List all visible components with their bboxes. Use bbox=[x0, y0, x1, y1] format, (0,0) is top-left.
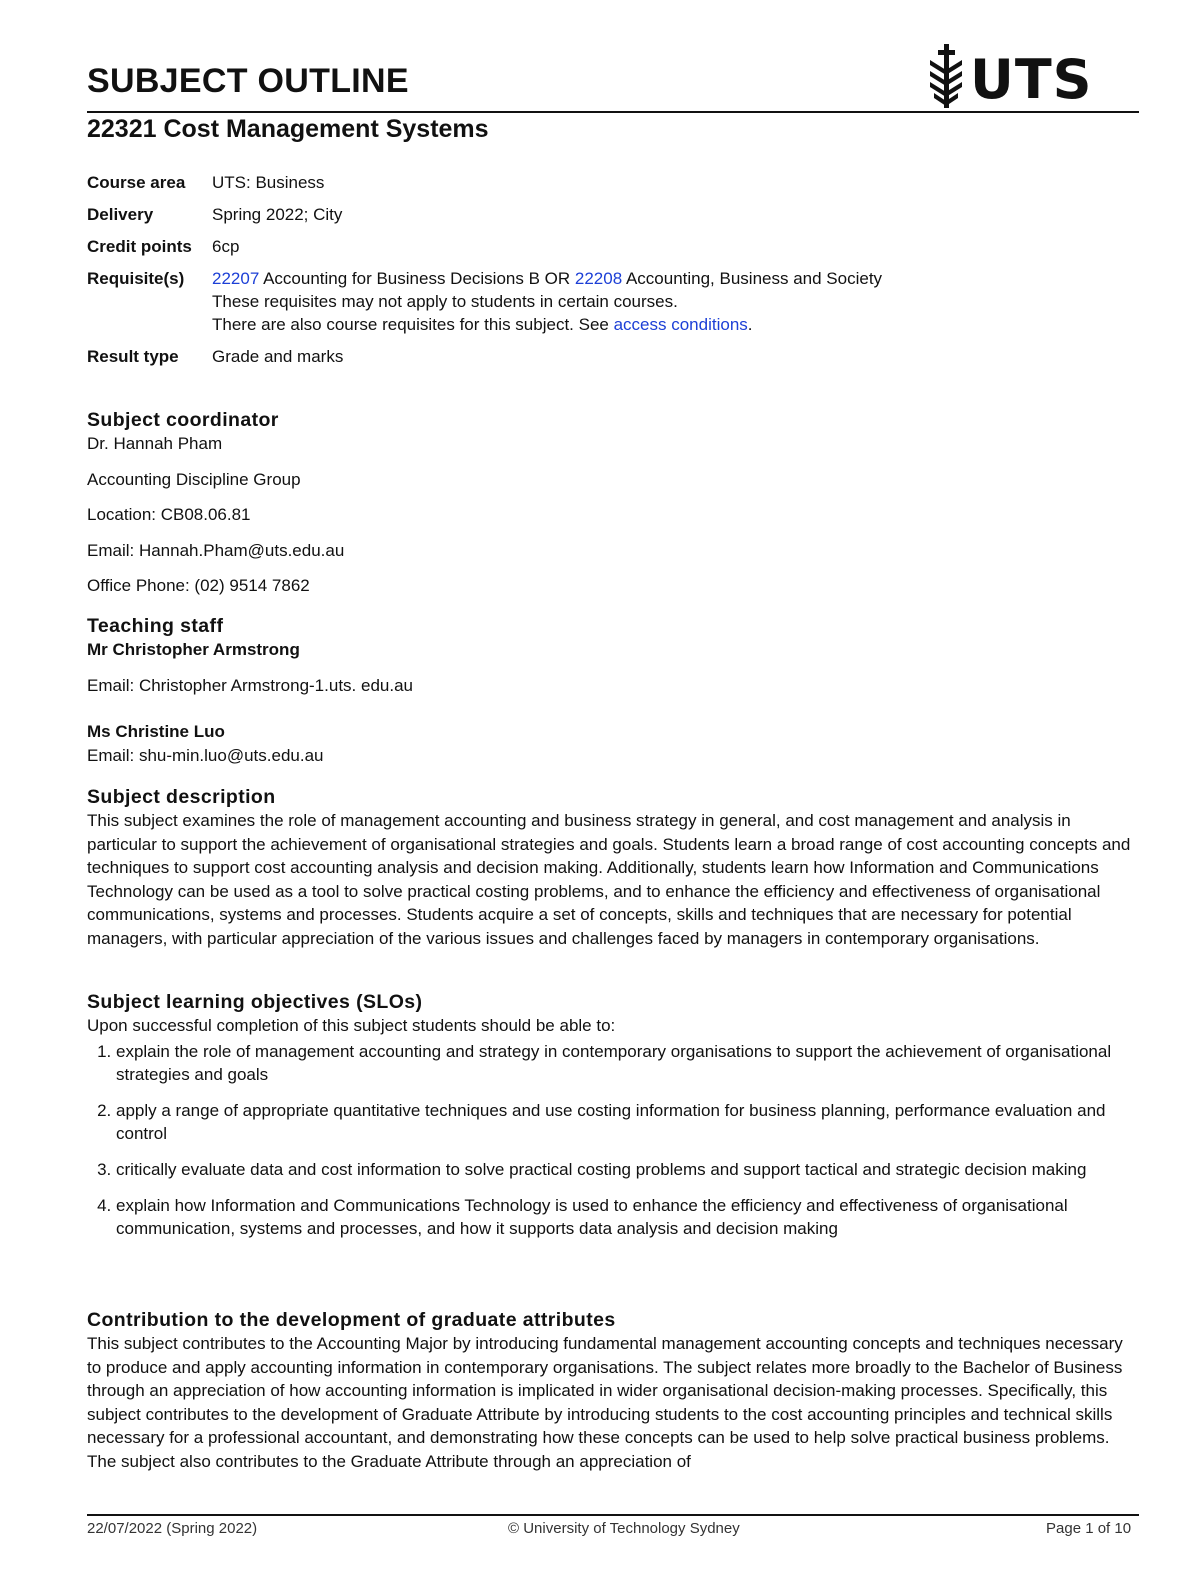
result-type-label: Result type bbox=[87, 347, 179, 366]
graduate-attributes-heading: Contribution to the development of graduate attributes bbox=[87, 1309, 616, 1331]
requisite-note-1: These requisites may not apply to students in certain courses. bbox=[212, 292, 678, 311]
requisite-note-2 bbox=[212, 313, 1137, 336]
coordinator-group: Accounting Discipline Group bbox=[87, 469, 301, 489]
slos-section bbox=[87, 990, 1132, 1253]
subject-description-heading: Subject description bbox=[87, 786, 276, 808]
delivery-label: Delivery bbox=[87, 205, 154, 224]
footer-page-number: Page 1 of 10 bbox=[1046, 1520, 1132, 1537]
footer-date: 22/07/2022 (Spring 2022) bbox=[87, 1520, 258, 1537]
coordinator-email: Email: Hannah.Pham@uts.edu.au bbox=[87, 540, 345, 560]
staff-2-name: Ms Christine Luo bbox=[87, 722, 225, 742]
slo-item: 4. explain how Information and Communications Technology is used to enhance the efficiency and effectiveness of organisational communication, systems and processes, and how it supports data analysis and decision making bbox=[116, 1194, 1132, 1241]
course-area-label: Course area bbox=[87, 173, 186, 192]
staff-1-email: Email: Christopher Armstrong-1.uts. edu.au bbox=[87, 675, 413, 695]
subject-description-section bbox=[87, 785, 1132, 951]
slo-item: 3. critically evaluate data and cost information to solve practical costing problems and support tactical and strategic decision making bbox=[116, 1158, 1132, 1182]
staff-1-name: Mr Christopher Armstrong bbox=[87, 640, 300, 659]
delivery-value: Spring 2022; City bbox=[212, 205, 343, 224]
footer-copyright: © University of Technology Sydney bbox=[508, 1520, 740, 1537]
staff-2-email: Email: shu-min.luo@uts.edu.au bbox=[87, 745, 324, 765]
requisite-note-2-end: . bbox=[747, 315, 753, 334]
info-row-result-type bbox=[87, 345, 1137, 368]
requisite-note-2-text: There are also course requisites for this subject. See bbox=[212, 315, 614, 334]
footer-rule bbox=[87, 1514, 1139, 1516]
requisite-2-text: Accounting, Business and Society bbox=[622, 269, 883, 288]
result-type-value: Grade and marks bbox=[212, 347, 344, 366]
course-area-value: UTS: Business bbox=[212, 173, 325, 192]
header-rule bbox=[87, 111, 1139, 113]
subject-coordinator-heading: Subject coordinator bbox=[87, 409, 279, 431]
requisite-1-text: Accounting for Business Decisions B OR bbox=[259, 269, 575, 288]
graduate-attributes-text: This subject contributes to the Accounting Major by introducing fundamental management accounting concepts and techniques necessary to produce and apply accounting information in contemporary organisations. The subject relates more broadly to the Bachelor of Business through an appreciation of how accounting information is implicated in wider organisational decision-making processes. Specifically, this subject contributes to the development of Graduate Attribute by introducing students to the cost accounting principles and technical skills necessary for a professional accountant, and demonstrating how these concepts can be used to help solve practical business problems. The subject also contributes to the Graduate Attribute through an appreciation of bbox=[87, 1334, 1123, 1471]
info-row-delivery bbox=[87, 203, 1137, 226]
credit-points-label: Credit points bbox=[87, 237, 192, 256]
credit-points-value: 6cp bbox=[212, 237, 240, 256]
slos-intro: Upon successful completion of this subject students should be able to: bbox=[87, 1016, 616, 1035]
requisites-value bbox=[212, 267, 1137, 336]
teaching-staff-section bbox=[87, 614, 1132, 767]
graduate-attributes-section bbox=[87, 1308, 1132, 1474]
access-conditions-link[interactable]: access conditions bbox=[613, 315, 748, 334]
info-row-course-area bbox=[87, 171, 1137, 194]
document-title: SUBJECT OUTLINE bbox=[87, 62, 409, 100]
slos-list bbox=[87, 1040, 1132, 1241]
info-row-credit-points bbox=[87, 235, 1137, 258]
subject-coordinator-section bbox=[87, 408, 1132, 610]
uts-logo bbox=[926, 44, 1093, 111]
slos-heading: Subject learning objectives (SLOs) bbox=[87, 991, 423, 1013]
requisites-label: Requisite(s) bbox=[87, 269, 185, 288]
slo-item: 1. explain the role of management accounting and strategy in contemporary organisations to support the achievement of organisational strategies and goals bbox=[116, 1040, 1132, 1087]
info-row-requisites bbox=[87, 267, 1137, 336]
uts-crest-icon bbox=[926, 44, 966, 110]
requisite-link-22207[interactable]: 22207 bbox=[212, 269, 260, 288]
slo-item: 2. apply a range of appropriate quantitative techniques and use costing information for business planning, performance evaluation and control bbox=[116, 1099, 1132, 1146]
teaching-staff-heading: Teaching staff bbox=[87, 615, 224, 637]
requisites-line bbox=[212, 267, 1137, 290]
subject-description-text: This subject examines the role of management accounting and business strategy in general, and cost management and analysis in particular to support the achievement of organisational strategies and goals. Students learn a broad range of cost accounting concepts and techniques to support cost accounting analysis and decision making. Additionally, students learn how Information and Communications Technology can be used as a tool to solve practical costing problems, and to enhance the efficiency and effectiveness of organisational communications, systems and processes. Students acquire a set of concepts, skills and techniques that are necessary for potential managers, with particular appreciation of the various issues and challenges faced by managers in contemporary organisations. bbox=[87, 811, 1131, 948]
subject-info-table bbox=[87, 171, 1137, 377]
subject-title: 22321 Cost Management Systems bbox=[87, 115, 489, 143]
requisite-link-22208[interactable]: 22208 bbox=[574, 269, 623, 288]
coordinator-name: Dr. Hannah Pham bbox=[87, 434, 223, 453]
coordinator-location: Location: CB08.06.81 bbox=[87, 505, 251, 525]
coordinator-phone: Office Phone: (02) 9514 7862 bbox=[87, 576, 310, 596]
uts-logo-text: UTS bbox=[970, 48, 1093, 111]
